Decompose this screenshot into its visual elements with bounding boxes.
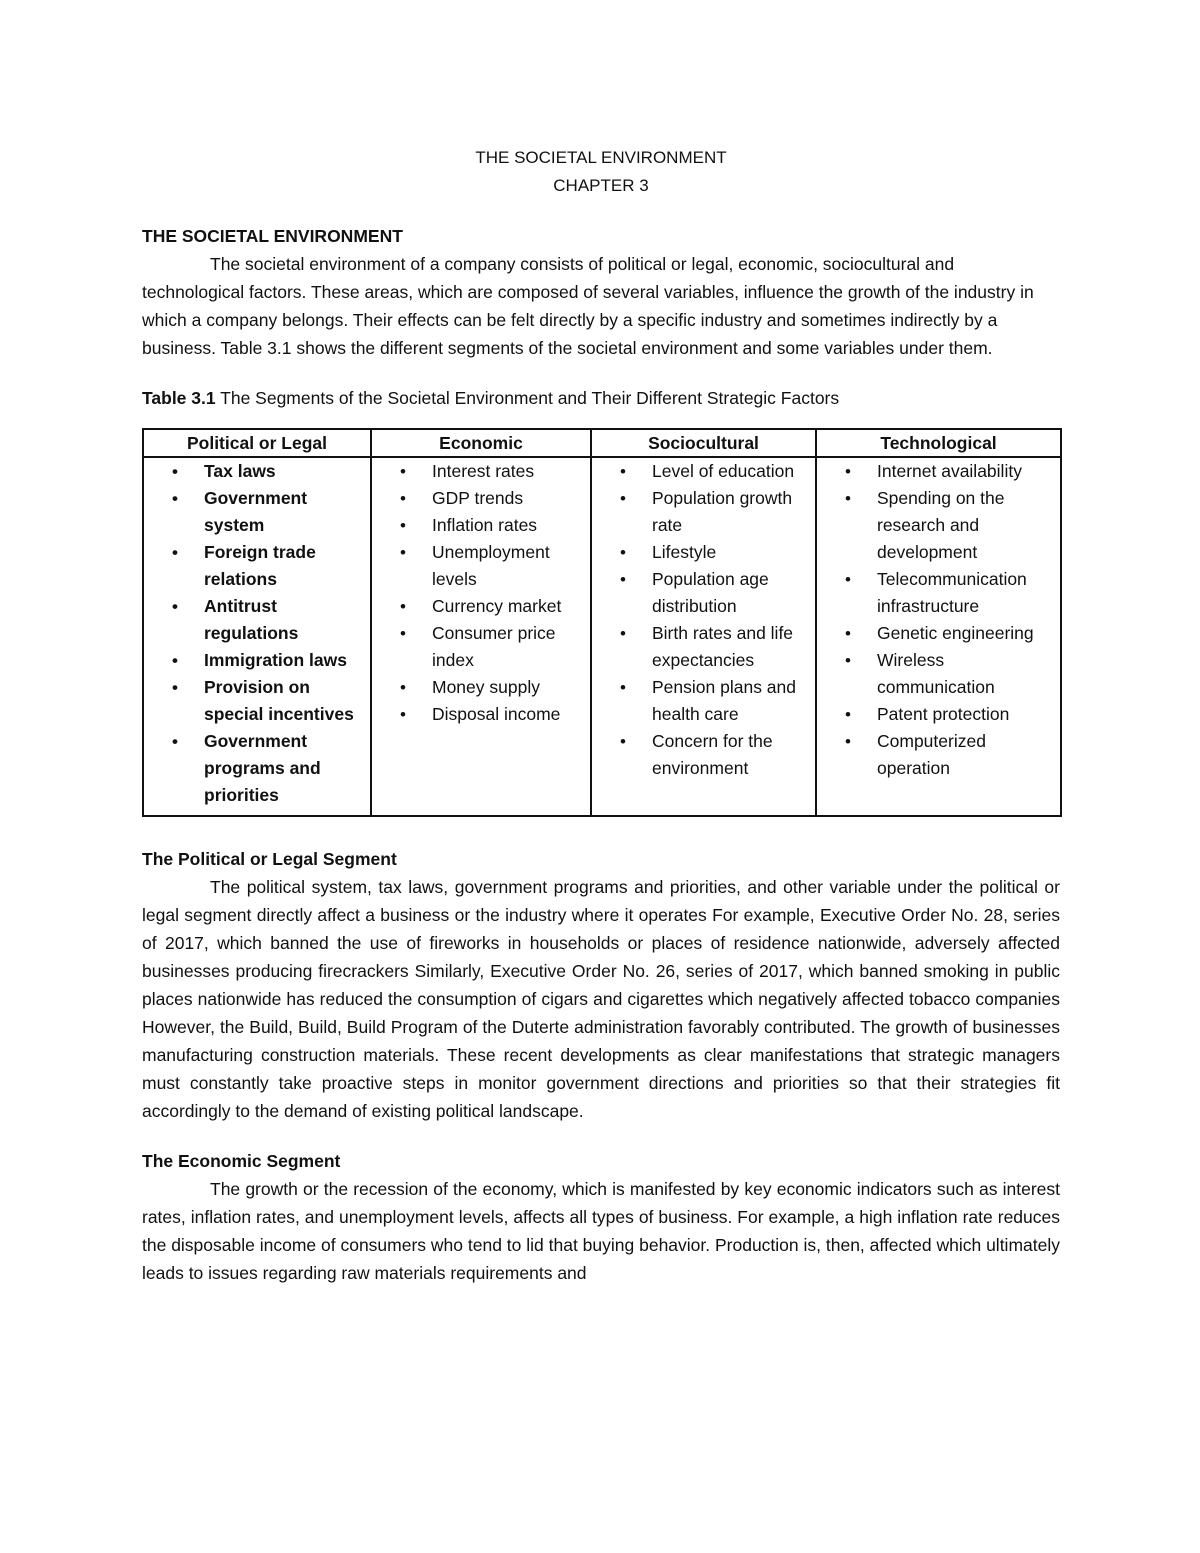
list-item: • Spending on the research and development <box>821 485 1056 566</box>
list-sociocultural <box>596 458 811 782</box>
list-item: • Government programs and priorities <box>148 728 366 809</box>
list-item: • Antitrust regulations <box>148 593 366 647</box>
table-caption <box>142 384 1060 412</box>
list-item: • Foreign trade relations <box>148 539 366 593</box>
list-item: • Consumer price index <box>376 620 586 674</box>
section-heading-political: The Political or Legal Segment <box>142 849 397 869</box>
list-item: • Level of education <box>596 458 811 485</box>
list-item: • Population growth rate <box>596 485 811 539</box>
list-item: • Computerized operation <box>821 728 1056 782</box>
document-title: THE SOCIETAL ENVIRONMENT <box>475 148 727 167</box>
list-item: • Birth rates and life expectancies <box>596 620 811 674</box>
section-heading-societal: THE SOCIETAL ENVIRONMENT <box>142 226 403 246</box>
list-item: • Lifestyle <box>596 539 811 566</box>
cell-political <box>143 457 371 816</box>
segments-table <box>142 428 1062 817</box>
list-item: • Currency market <box>376 593 586 620</box>
list-item: • Internet availability <box>821 458 1056 485</box>
list-item: • Interest rates <box>376 458 586 485</box>
list-item: • Government system <box>148 485 366 539</box>
list-item: • Population age distribution <box>596 566 811 620</box>
list-economic <box>376 458 586 728</box>
header-sociocultural: Sociocultural <box>591 429 816 457</box>
table-caption-text: The Segments of the Societal Environment and Their Different Strategic Factors <box>215 388 840 408</box>
cell-technological <box>816 457 1061 816</box>
section-heading-economic: The Economic Segment <box>142 1151 341 1171</box>
table-caption-label: Table 3.1 <box>142 388 216 408</box>
header-political: Political or Legal <box>143 429 371 457</box>
cell-sociocultural <box>591 457 816 816</box>
list-item: • Tax laws <box>148 458 366 485</box>
list-item: • Wireless communication <box>821 647 1056 701</box>
list-item: • Immigration laws <box>148 647 366 674</box>
header-technological: Technological <box>816 429 1061 457</box>
section-body-economic: The growth or the recession of the economy, which is manifested by key economic indicators such as interest rates, inflation rates, and unemployment levels, affects all types of business. For example, a high inflation rate reduces the disposable income of consumers who tend to lid that buying behavior. Production is, then, affected which ultimately leads to issues regarding raw materials requirements and <box>142 1179 1060 1283</box>
chapter-label: CHAPTER 3 <box>553 176 649 195</box>
list-item: • Disposal income <box>376 701 586 728</box>
list-item: • Unemployment levels <box>376 539 586 593</box>
section-body-societal: The societal environment of a company consists of political or legal, economic, sociocultural and technological factors. These areas, which are composed of several variables, influence the growth of the industry in which a company belongs. Their effects can be felt directly by a specific industry and sometimes indirectly by a business. Table 3.1 shows the different segments of the societal environment and some variables under them. <box>142 254 1034 358</box>
list-item: • GDP trends <box>376 485 586 512</box>
list-item: • Pension plans and health care <box>596 674 811 728</box>
list-item: • Inflation rates <box>376 512 586 539</box>
section-body-political: The political system, tax laws, government programs and priorities, and other variable under the political or legal segment directly affect a business or the industry where it operates For example, Executive Order No. 28, series of 2017, which banned the use of fireworks in households or places of residence nationwide, adversely affected businesses producing firecrackers Similarly, Executive Order No. 26, series of 2017, which banned smoking in public places nationwide has reduced the consumption of cigars and cigarettes which negatively affected tobacco companies However, the Build, Build, Build Program of the Duterte administration favorably contributed. The growth of businesses manufacturing construction materials. These recent developments as clear manifestations that strategic managers must constantly take proactive steps in monitor government directions and priorities so that their strategies fit accordingly to the demand of existing political landscape. <box>142 877 1060 1121</box>
list-item: • Genetic engineering <box>821 620 1056 647</box>
document-page <box>142 144 1060 1287</box>
list-item: • Telecommunication infrastructure <box>821 566 1056 620</box>
list-technological <box>821 458 1056 782</box>
list-item: • Patent protection <box>821 701 1056 728</box>
list-item: • Provision on special incentives <box>148 674 366 728</box>
list-item: • Money supply <box>376 674 586 701</box>
list-item: • Concern for the environment <box>596 728 811 782</box>
list-political <box>148 458 366 809</box>
header-economic: Economic <box>371 429 591 457</box>
cell-economic <box>371 457 591 816</box>
